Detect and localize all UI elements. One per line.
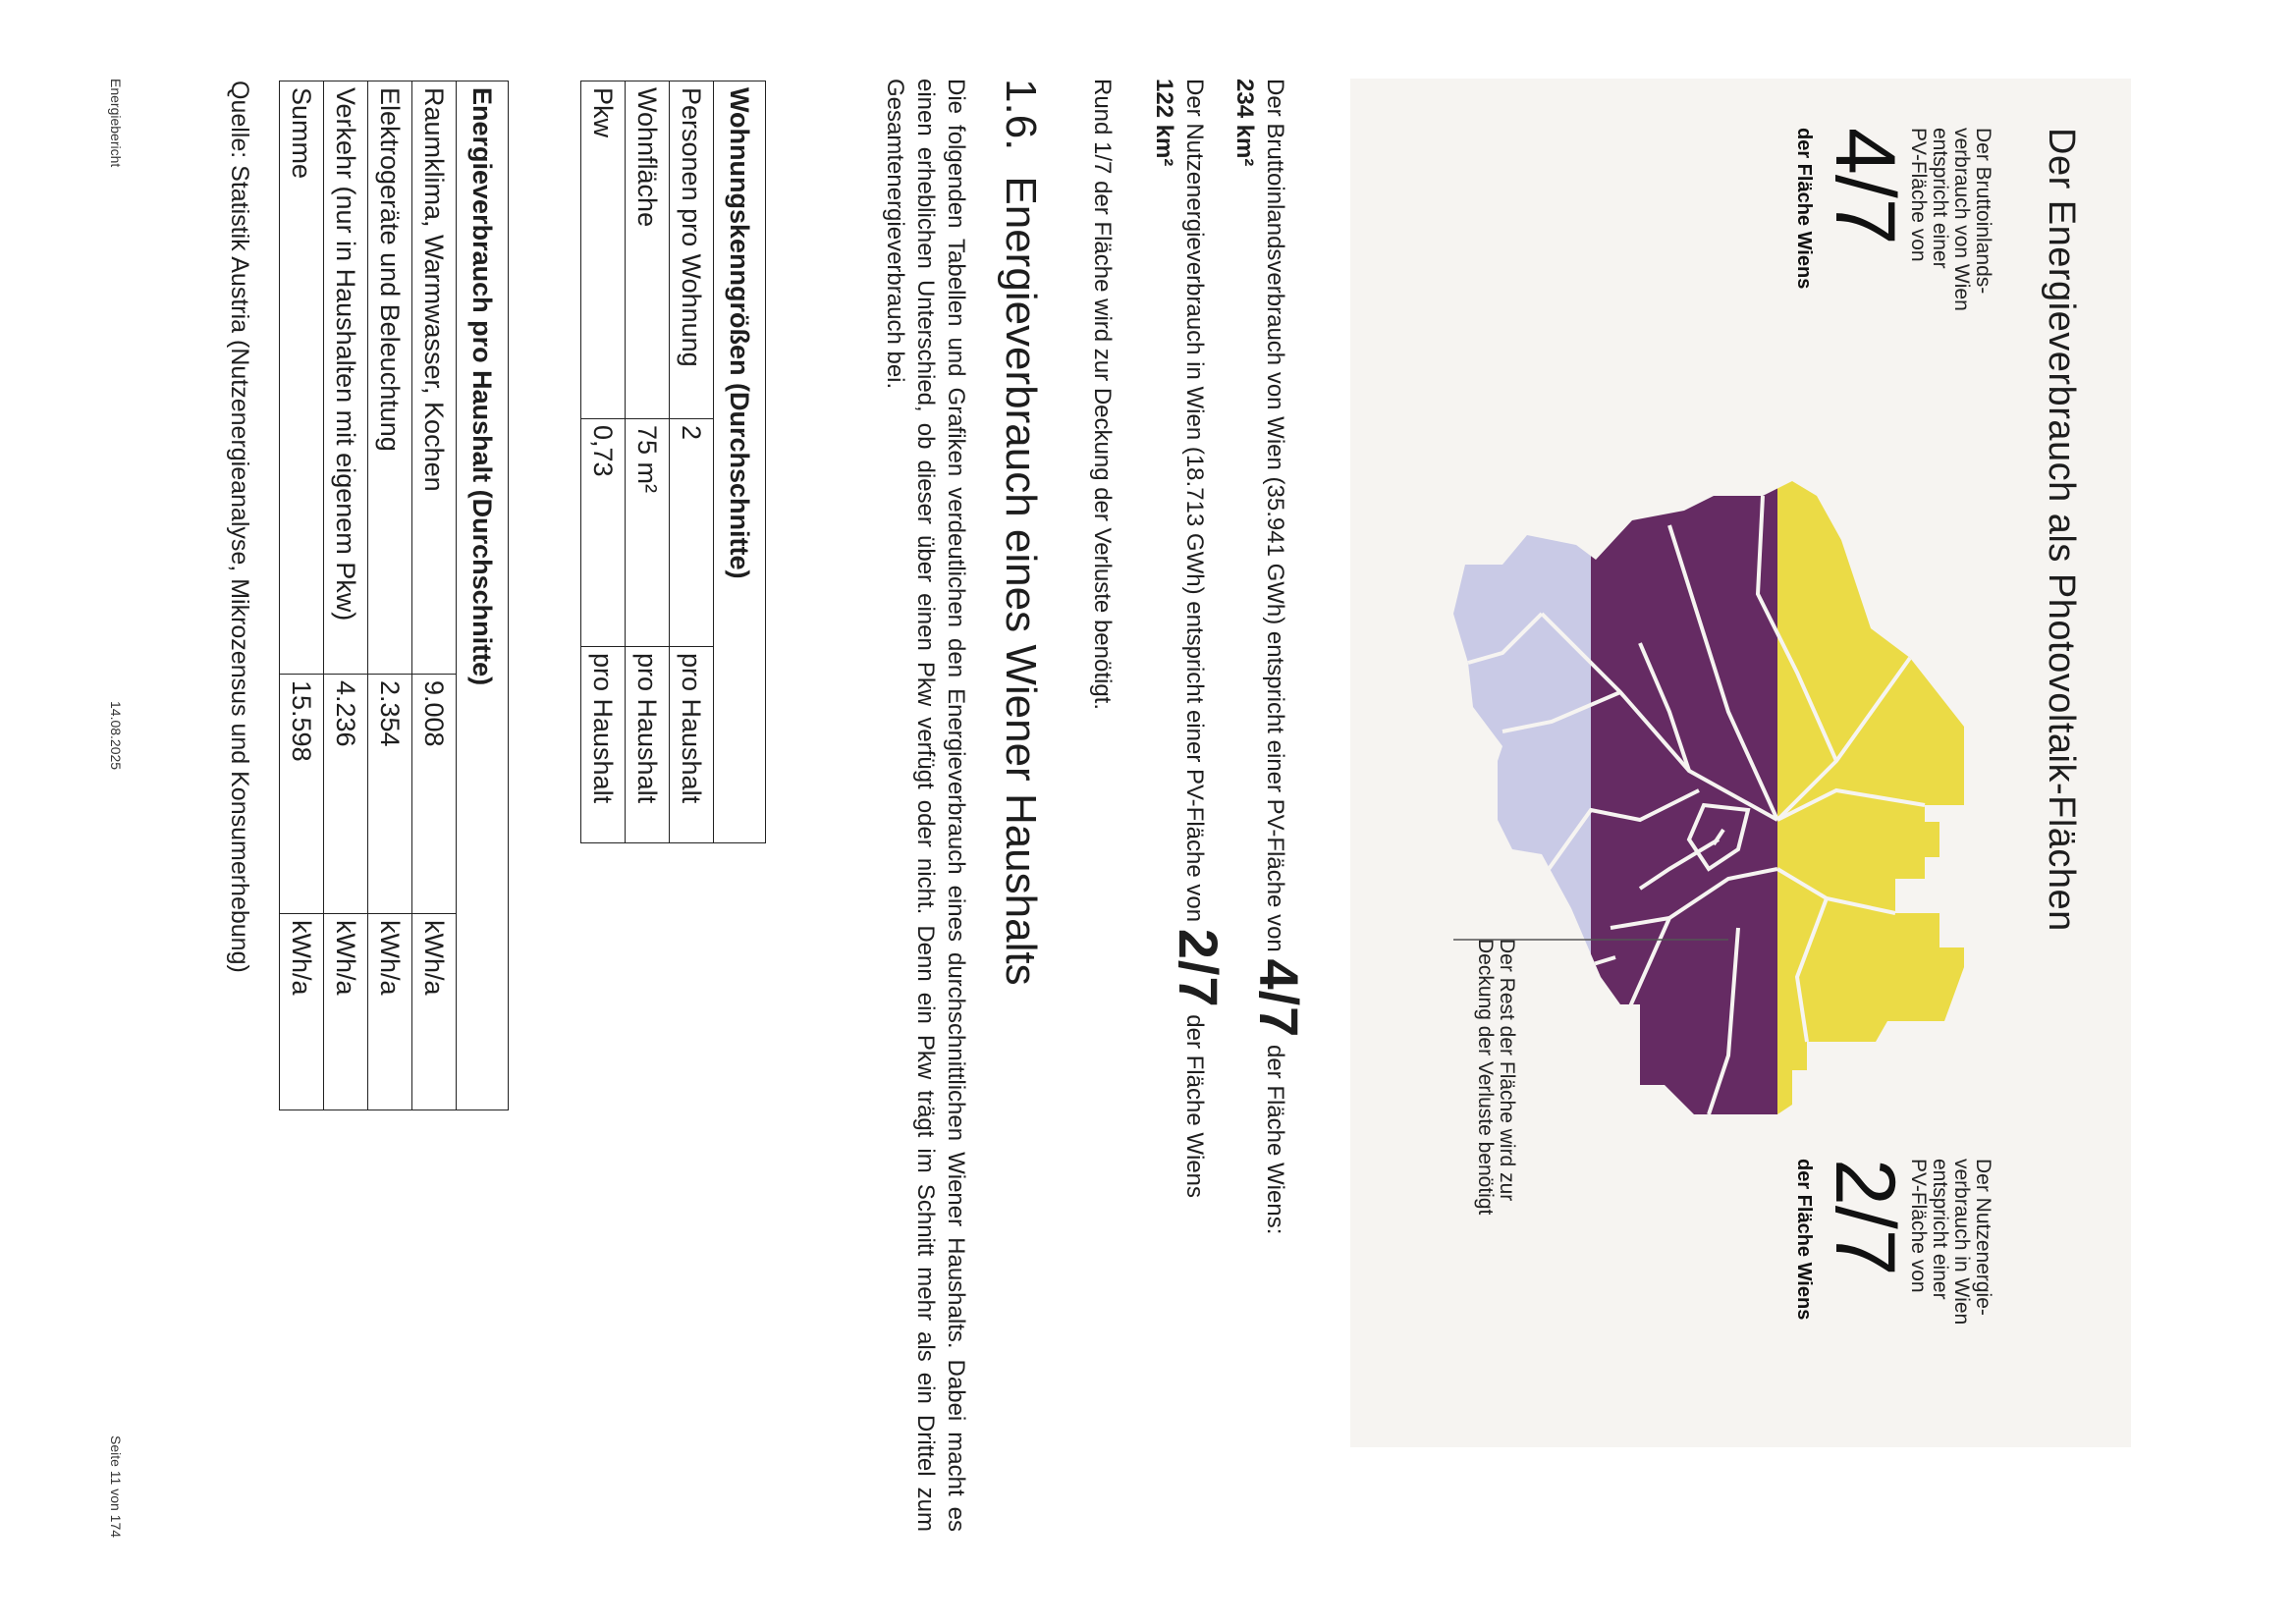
footer-page-number: Seite 11 von 174 <box>108 1435 124 1539</box>
table-header: Energieverbrauch pro Haushalt (Durchschnitte) <box>457 81 509 1110</box>
energy-consumption-table <box>279 81 509 1110</box>
footer-title: Energiebericht <box>108 79 124 168</box>
map-fill <box>1453 466 1964 1154</box>
section-intro: Die folgenden Tabellen und Grafiken verdeutlichen den Energieverbrauch eines durchschnittlichen Wiener Haushalts. Dabei macht es einen erheblichen Unterschied, ob dieser über einen Pkw verfügt oder nicht. Denn ein Pkw trägt im Schnitt mehr als ein Drittel zum Gesamtenergieverbrauch bei. <box>882 79 969 1532</box>
table-row: Personen pro Wohnung 2 pro Haushalt <box>670 81 714 843</box>
paragraph-useful-energy: Der Nutzenergieverbrauch in Wien (18.713 GWh) entspricht einer PV-Fläche von 2/7 der Fläche Wiens 122 km² <box>1151 79 1229 1199</box>
inline-fraction-4-7: 4/7 <box>1248 958 1310 1039</box>
table-row: Pkw 0,73 pro Haushalt <box>581 81 626 843</box>
right-description: Der Nutzenergie- verbrauch in Wien entspricht einer PV-Fläche von <box>1907 1159 1994 1326</box>
left-fraction: 4/7 <box>1818 128 1912 245</box>
table-row: Raumklima, Warmwasser, Kochen 9.008 kWh/a <box>412 81 457 1110</box>
household-metrics-table <box>580 81 766 843</box>
pv-infographic <box>1350 79 2131 1447</box>
table-source: Quelle: Statistik Austria (Nutzenergieanalyse, Mikrozensus und Konsumerhebung) <box>226 81 253 973</box>
paragraph-losses: Rund 1/7 der Fläche wird zur Deckung der Verluste benötigt. <box>1089 79 1116 711</box>
table-row: Summe 15.598 kWh/a <box>280 81 324 1110</box>
right-fraction-label: der Fläche Wiens <box>1793 1159 1815 1321</box>
map-annotation: Der Rest der Fläche wird zur Deckung der Verluste benötigt <box>1474 939 1518 1216</box>
area-122: 122 km² <box>1151 79 1177 167</box>
section-heading: 1.6.Energieverbrauch eines Wiener Haushalts <box>997 79 1045 986</box>
table-header-row <box>714 81 766 843</box>
right-fraction: 2/7 <box>1818 1159 1912 1276</box>
inline-fraction-2-7: 2/7 <box>1168 928 1229 1008</box>
area-234: 234 km² <box>1231 79 1258 167</box>
infographic-title: Der Energieverbrauch als Photovoltaik-Flächen <box>2041 128 2082 932</box>
table-header: Wohnungskenngrößen (Durchschnitte) <box>714 81 766 843</box>
map-upper-band <box>1777 466 1964 1154</box>
table-row: Verkehr (nur in Haushalten mit eigenem Pkw) 4.236 kWh/a <box>324 81 368 1110</box>
table-row: Wohnfläche 75 m² pro Haushalt <box>626 81 670 843</box>
footer-date: 14.08.2025 <box>108 701 124 771</box>
left-description: Der Bruttoinlands- verbrauch von Wien entspricht einer PV-Fläche von <box>1907 128 1994 311</box>
left-fraction-label: der Fläche Wiens <box>1793 128 1815 290</box>
table-header-row <box>457 81 509 1110</box>
paragraph-gross-consumption: Der Bruttoinlandsverbrauch von Wien (35.941 GWh) entspricht einer PV-Fläche von 4/7 der Fläche Wiens: 234 km² <box>1231 79 1310 1235</box>
vienna-district-map <box>1453 466 1964 1154</box>
table-row: Elektrogeräte und Beleuchtung 2.354 kWh/a <box>368 81 412 1110</box>
